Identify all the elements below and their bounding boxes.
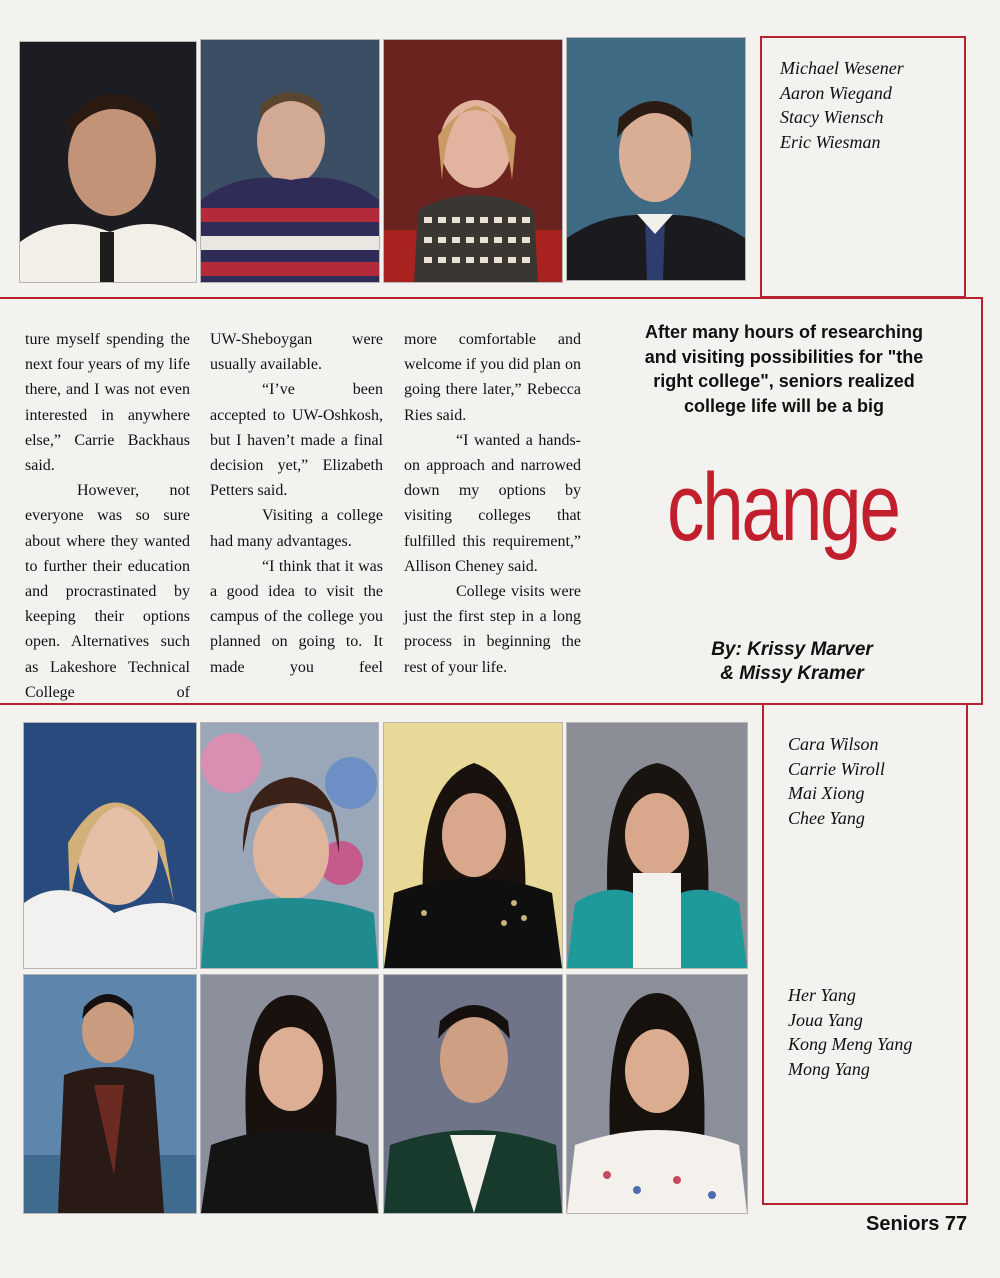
article-paragraph: “I’ve been accepted to UW-Oshkosh, but I haven’t made a final decision yet,” Elizabeth Petters said. [210, 381, 383, 500]
article-paragraph: “I think that it was a good idea to visit the campus of the college you planned on going to. It made you feel [210, 557, 383, 676]
article-paragraph: Visiting a college had many advantages. [210, 507, 383, 550]
byline-line: & Missy Kramer [720, 663, 864, 684]
name-label: Mong Yang [788, 1058, 870, 1079]
portrait-eric-wiesman [567, 38, 745, 280]
name-label: Her Yang [788, 985, 856, 1005]
name-label: Michael Wesener [780, 58, 904, 78]
bottom-names-list [788, 983, 912, 1081]
name-label: Mai Xiong [788, 783, 865, 803]
article-paragraph: ture myself spending the next four years of my life there, and I was not even interested in anywhere else,” Carrie Backhaus said. [25, 331, 190, 475]
name-label: Carrie Wiroll [788, 758, 885, 779]
portrait-kong-meng-yang [384, 975, 562, 1213]
portrait-chee-yang [567, 723, 747, 968]
portrait-carrie-wiroll [201, 723, 378, 968]
name-label: Aaron Wiegand [780, 82, 892, 103]
article-paragraph: UW-Sheboygan were usually available. [210, 331, 383, 374]
headline-deck: After many hours of researching and visiting possibilities for "the right college", seniors realized college life will be a big [644, 322, 924, 416]
byline [672, 638, 912, 686]
name-label: Kong Meng Yang [788, 1034, 913, 1054]
portrait-aaron-wiegand [201, 40, 379, 282]
headline-big-word: change [667, 454, 899, 561]
portrait-michael-wesener [20, 42, 196, 282]
top-names-list [780, 56, 904, 154]
name-label: Stacy Wiensch [780, 107, 884, 127]
portrait-mai-xiong [384, 723, 562, 968]
portrait-stacy-wiensch [384, 40, 562, 282]
name-label: Eric Wiesman [780, 131, 881, 152]
name-label: Joua Yang [788, 1009, 863, 1030]
article-column-3 [404, 327, 581, 680]
name-label: Chee Yang [788, 807, 865, 828]
article-paragraph: more comfortable and welcome if you did plan on going there later,” Rebecca Ries said. [404, 331, 581, 424]
article-column-2 [210, 327, 383, 680]
article-paragraph: “I wanted a hands-on approach and narrowed down my options by visiting colleges that fulfilled this requirement,” Allison Cheney said. [404, 431, 581, 575]
portrait-mong-yang [567, 975, 747, 1213]
portrait-joua-yang [201, 975, 378, 1213]
article-paragraph: College visits were just the first step in a long process in beginning the rest of your life. [404, 583, 581, 676]
name-label: Cara Wilson [788, 734, 879, 754]
article-column-1 [25, 327, 190, 705]
byline-line: By: Krissy Marver [711, 639, 873, 660]
portrait-her-yang [24, 975, 196, 1213]
middle-names-list [788, 732, 885, 830]
article-paragraph: However, not everyone was so sure about where they wanted to further their education and procrastinated by keeping their options open. Alternatives such as Lakeshore Technical College of [25, 482, 190, 701]
portrait-cara-wilson [24, 723, 196, 968]
page-folio: Seniors 77 [866, 1213, 968, 1235]
